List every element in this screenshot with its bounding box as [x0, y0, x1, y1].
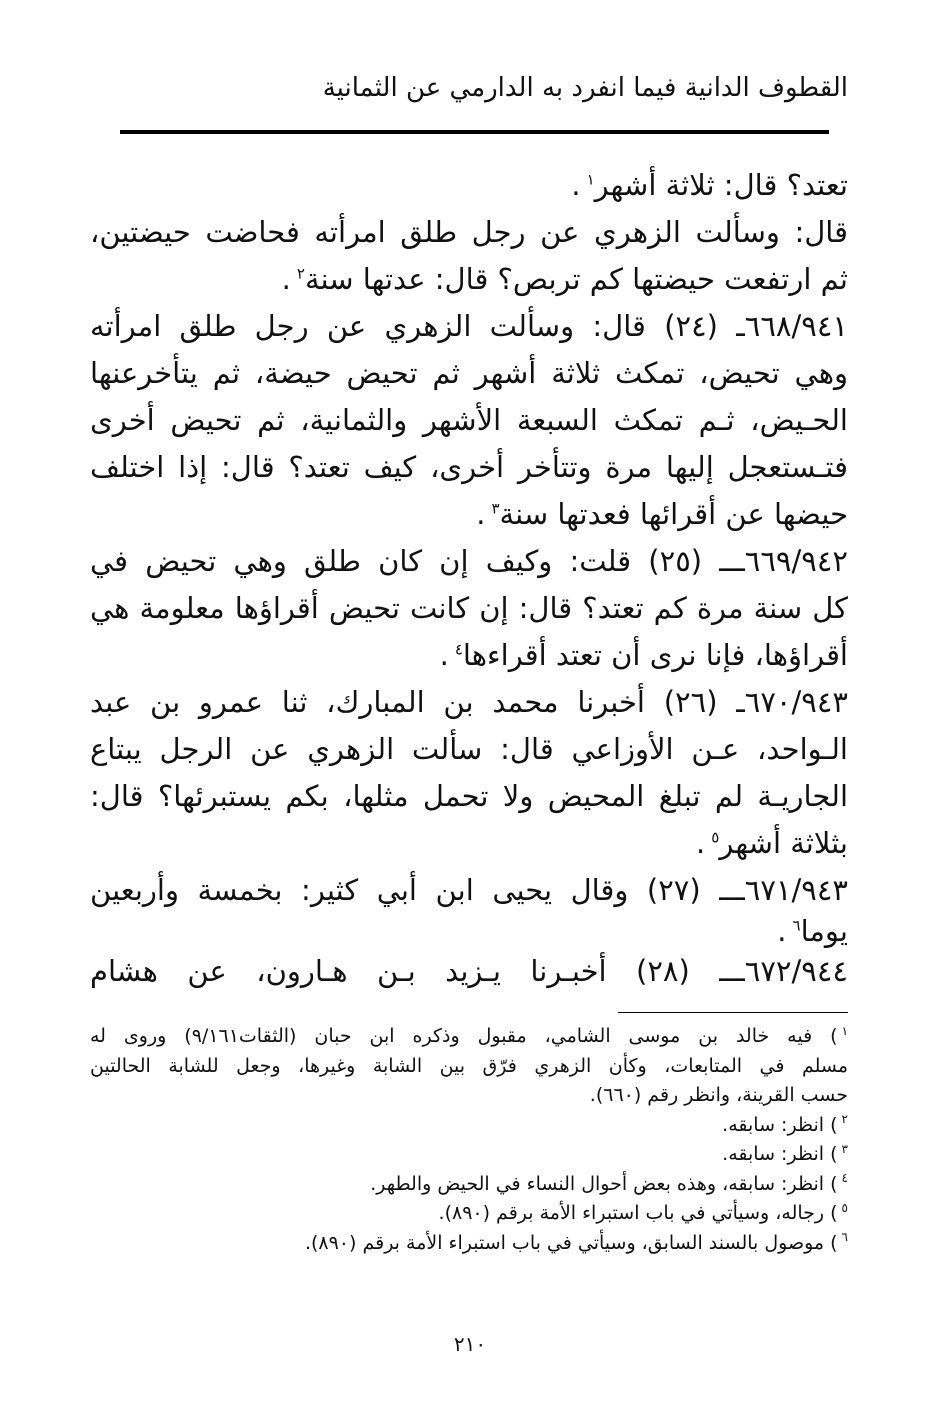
footnote-reference: ١: [586, 170, 595, 189]
footnote-reference: ٥: [711, 828, 720, 847]
line-punctuation: .: [439, 638, 449, 672]
body-line: [90, 914, 848, 948]
body-line: [90, 820, 848, 867]
body-line-text: يوما: [800, 914, 848, 948]
footnote-text: فيه خالد بن موسى الشامي، مقبول وذكره ابن حبان (الثقات٩/١٦١) وروى له: [90, 1025, 813, 1047]
footnote-line: [90, 1052, 848, 1082]
line-punctuation: .: [281, 262, 291, 296]
footnote-text: حسب القرينة، وانظر رقم (٦٦٠).: [589, 1084, 848, 1106]
page-number: ٢١٠: [453, 1332, 487, 1356]
footnote-paren: ): [824, 1113, 838, 1136]
footnote-text: موصول بالسند السابق، وسيأتي في باب استبراء الأمة برقم (٨٩٠).: [304, 1231, 825, 1254]
footnote-text: انظر: سابقه، وهذه بعض أحوال النساء في الحيض والطهر.: [370, 1172, 825, 1195]
footnote-line: [90, 1081, 848, 1111]
body-line: [90, 162, 848, 209]
body-line-text: ٦٧٠/٩٤٣ـ (٢٦) أخبرنا محمد بن المبارك، ثنا عمرو بن عبد: [90, 685, 848, 719]
header-rule: [120, 130, 829, 134]
footnote-reference: ٦: [792, 916, 801, 935]
body-line-text: الـواحد، عـن الأوزاعي قال: سألت الزهري عن الرجل يبتاع: [90, 732, 848, 766]
line-punctuation: .: [571, 168, 581, 202]
footnote-reference: ٤: [454, 640, 463, 659]
body-line-text: أقراؤها، فإنا نرى أن تعتد أقراءها: [462, 638, 848, 672]
body-line-text: تعتد؟ قال: ثلاثة أشهر: [594, 168, 848, 202]
line-punctuation: .: [476, 497, 486, 531]
body-line-text: الجاريـة لم تبلغ المحيض ولا تحمل مثلها، بكم يستبرئها؟ قال:: [90, 779, 848, 813]
footnote-paren: ): [824, 1202, 838, 1224]
body-line-text: بثلاثة أشهر: [719, 826, 848, 860]
footnote-line: ٤) انظر: سابقه، وهذه بعض أحوال النساء في الحيض والطهر.: [370, 1171, 848, 1195]
body-line-text: وهي تحيض، تمكث ثلاثة أشهر ثم تحيض حيضة، ثم يتأخرعنها: [90, 356, 848, 390]
body-line-text: ٦٦٩/٩٤٢ـــ (٢٥) قلت: وكيف إن كان طلق وهي تحيض في: [90, 544, 848, 578]
body-line: [90, 726, 848, 773]
body-line: [90, 303, 848, 350]
body-line: [90, 538, 848, 585]
body-line: [90, 350, 848, 397]
body-line: [90, 679, 848, 726]
footnote-paren: ): [824, 1143, 838, 1165]
body-line: [90, 867, 848, 914]
line-punctuation: .: [696, 826, 706, 860]
footnote-reference: ٢: [296, 264, 305, 283]
footnote-text: انظر: سابقه.: [722, 1113, 825, 1136]
body-line-text: حيضها عن أقرائها فعدتها سنة: [499, 497, 848, 531]
body-line-text: ثم ارتفعت حيضتها كم تربص؟ قال: عدتها سنة: [304, 262, 848, 296]
footnote-line: ٣) انظر: سابقه.: [722, 1141, 848, 1165]
body-line-text: ٦٧٢/٩٤٤ـــ (٢٨) أخبـرنا يـزيد بـن هـارون، عن هشام: [90, 954, 848, 988]
body-line: [90, 585, 848, 632]
body-line-text: كل سنة مرة كم تعتد؟ قال: إن كانت تحيض أقراؤها معلومة هي: [90, 591, 848, 625]
body-line-text: الحـيض، ثـم تمكث السبعة الأشهر والثمانية، ثم تحيض أخرى: [90, 403, 848, 437]
footnote-line: ٦) موصول بالسند السابق، وسيأتي في باب استبراء الأمة برقم (٨٩٠).: [304, 1230, 848, 1254]
body-line-text: ٦٦٨/٩٤١ـ (٢٤) قال: وسألت الزهري عن رجل طلق امرأته: [90, 309, 848, 343]
footnote-text: انظر: سابقه.: [722, 1143, 825, 1165]
footnote-text: رجاله، وسيأتي في باب استبراء الأمة برقم (٨٩٠).: [438, 1202, 825, 1224]
footnote-text: مسلم في المتابعات، وكأن الزهري فرّق بين الشابة وغيرها، وجعل للشابة الحالتين: [90, 1054, 848, 1077]
footnotes: [90, 1022, 848, 1258]
line-punctuation: .: [777, 914, 787, 948]
body-line: [90, 256, 848, 303]
body-line-text: قال: وسألت الزهري عن رجل طلق امرأته فحاضت حيضتين،: [90, 215, 848, 249]
body-line: [90, 773, 848, 820]
footnote-paren: ): [824, 1172, 838, 1195]
body-line: [90, 632, 848, 679]
footnote-separator: [618, 1012, 848, 1013]
footnote-line: ١) فيه خالد بن موسى الشامي، مقبول وذكره ابن حبان (الثقات٩/١٦١) وروى له: [90, 1023, 848, 1047]
body-line-text: ٦٧١/٩٤٣ـــ (٢٧) وقال يحيى ابن أبي كثير: بخمسة وأربعين: [90, 873, 848, 907]
running-header: القطوف الدانية فيما انفرد به الدارمي عن الثمانية: [322, 73, 848, 103]
body-line: [90, 444, 848, 491]
body-line-text: فتـستعجل إليها مرة وتتأخر أخرى، كيف تعتد؟ قال: إذا اختلف: [90, 450, 848, 484]
body-text: [90, 162, 848, 995]
footnote-line: ٢) انظر: سابقه.: [722, 1112, 848, 1136]
footnote-reference: ٣: [491, 499, 500, 518]
body-line: [90, 397, 848, 444]
footnote-paren: ): [824, 1231, 838, 1254]
body-line: [90, 209, 848, 256]
body-line: [90, 491, 848, 538]
footnote-paren: ): [812, 1025, 838, 1047]
footnote-line: ٥) رجاله، وسيأتي في باب استبراء الأمة برقم (٨٩٠).: [438, 1200, 848, 1224]
body-line: [90, 948, 848, 995]
